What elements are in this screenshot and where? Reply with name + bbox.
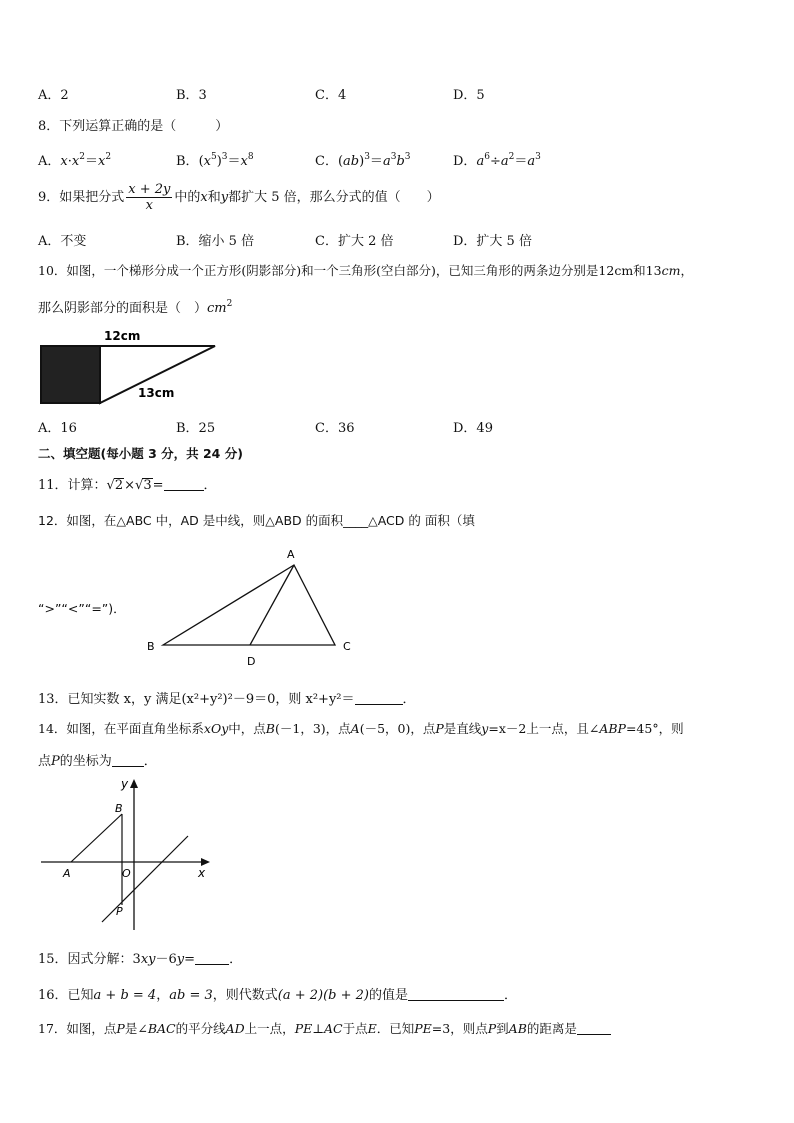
q7-option-a: A．2 [38,88,69,103]
median-ad [250,565,294,645]
q7-option-b: B．3 [176,88,207,103]
q9-option-d: D．扩大 5 倍 [453,234,532,249]
label-b: B [115,802,123,815]
label-p: P [116,905,123,918]
q8-option-c: C．$(ab)^3=a^3b^3$ [315,152,411,169]
q17-answer-blank[interactable] [577,1022,611,1035]
y-axis-arrow [130,779,138,788]
q9-option-c: C．扩大 2 倍 [315,234,394,249]
q11: 11．计算：√2×√3= ． [38,478,217,493]
label-y: y [121,777,129,791]
label-13cm: 13cm [138,386,175,400]
label-c: C [343,640,351,653]
x-axis-arrow [201,858,210,866]
q16-answer-blank[interactable] [408,988,504,1001]
q12-figure [140,543,365,673]
q8-option-b: B．$(x^5)^3=x^8$ [176,152,254,169]
triangle-abc [163,565,335,645]
q10-figure [38,325,223,410]
q10-option-b: B．25 [176,421,216,436]
q15: 15．因式分解：3xy－6y= ． [38,952,243,967]
section-title-fill-in: 二、填空题(每小题 3 分，共 24 分) [38,446,243,461]
q9-stem: 9．如果把分式 $\frac{x + 2y}{x}$ 中的x和y都扩大 5 倍，那么分式的值（ ） [38,182,440,213]
line-y-x-2 [102,836,188,922]
q8-option-a: A．$x\cdot x^2=x^2$ [38,152,112,169]
q10-line2: 那么阴影部分的面积是（ ）$cm^2$ [38,299,233,316]
q8-stem: 8．下列运算正确的是（ ） [38,119,229,134]
q10-option-d: D．49 [453,421,493,436]
q14-figure [38,773,218,935]
q11-answer-blank[interactable] [164,478,204,491]
label-12cm: 12cm [104,329,141,343]
q17: 17．如图，点P是∠BAC的平分线AD上一点，PE⊥AC于点E．已知PE=3，则点P到AB的距离是 [38,1019,611,1037]
q8-option-d: D．$a^6\div a^2=a^3$ [453,152,541,169]
q13-answer-blank[interactable] [355,692,403,705]
q14-line1: 14．如图，在平面直角坐标系xOy中，点B(－1，3)，点A(－5，0)，点P是直线y=x－2上一点，且∠ABP=45°，则 [38,721,684,736]
q12-tail: “>”“<”“=”)． [38,601,126,616]
label-x: x [198,866,206,880]
q10-option-a: A．16 [38,421,77,436]
label-b: B [147,640,155,653]
q14-answer-blank[interactable] [112,754,144,767]
q9-option-a: A．不变 [38,234,87,249]
q16: 16．已知a + b = 4，ab = 3，则代数式(a + 2)(b + 2)的值是 ． [38,988,518,1003]
line-ab [71,814,122,862]
q13: 13．已知实数 x，y 满足(x²+y²)²－9＝0，则 x²+y²＝ ． [38,692,416,707]
q9-fraction: $\frac{x + 2y}{x}$ [128,182,171,213]
q12-stem: 12．如图，在△ABC 中，AD 是中线，则△ABD 的面积____△ACD 的 面积（填 [38,513,475,528]
q14-line2: 点P的坐标为 ． [38,754,157,769]
shaded-square [41,346,100,403]
q7-option-c: C．4 [315,88,347,103]
q7-option-d: D．5 [453,88,485,103]
q10-option-c: C．36 [315,421,355,436]
label-a: A [63,867,71,880]
label-o: O [122,867,131,880]
q10-line1: 10．如图，一个梯形分成一个正方形(阴影部分)和一个三角形(空白部分)，已知三角形的两条边分别是12cm和13cm， [38,263,693,278]
label-a: A [287,548,295,561]
label-d: D [247,655,256,668]
q15-answer-blank[interactable] [195,952,229,965]
q9-option-b: B．缩小 5 倍 [176,234,255,249]
